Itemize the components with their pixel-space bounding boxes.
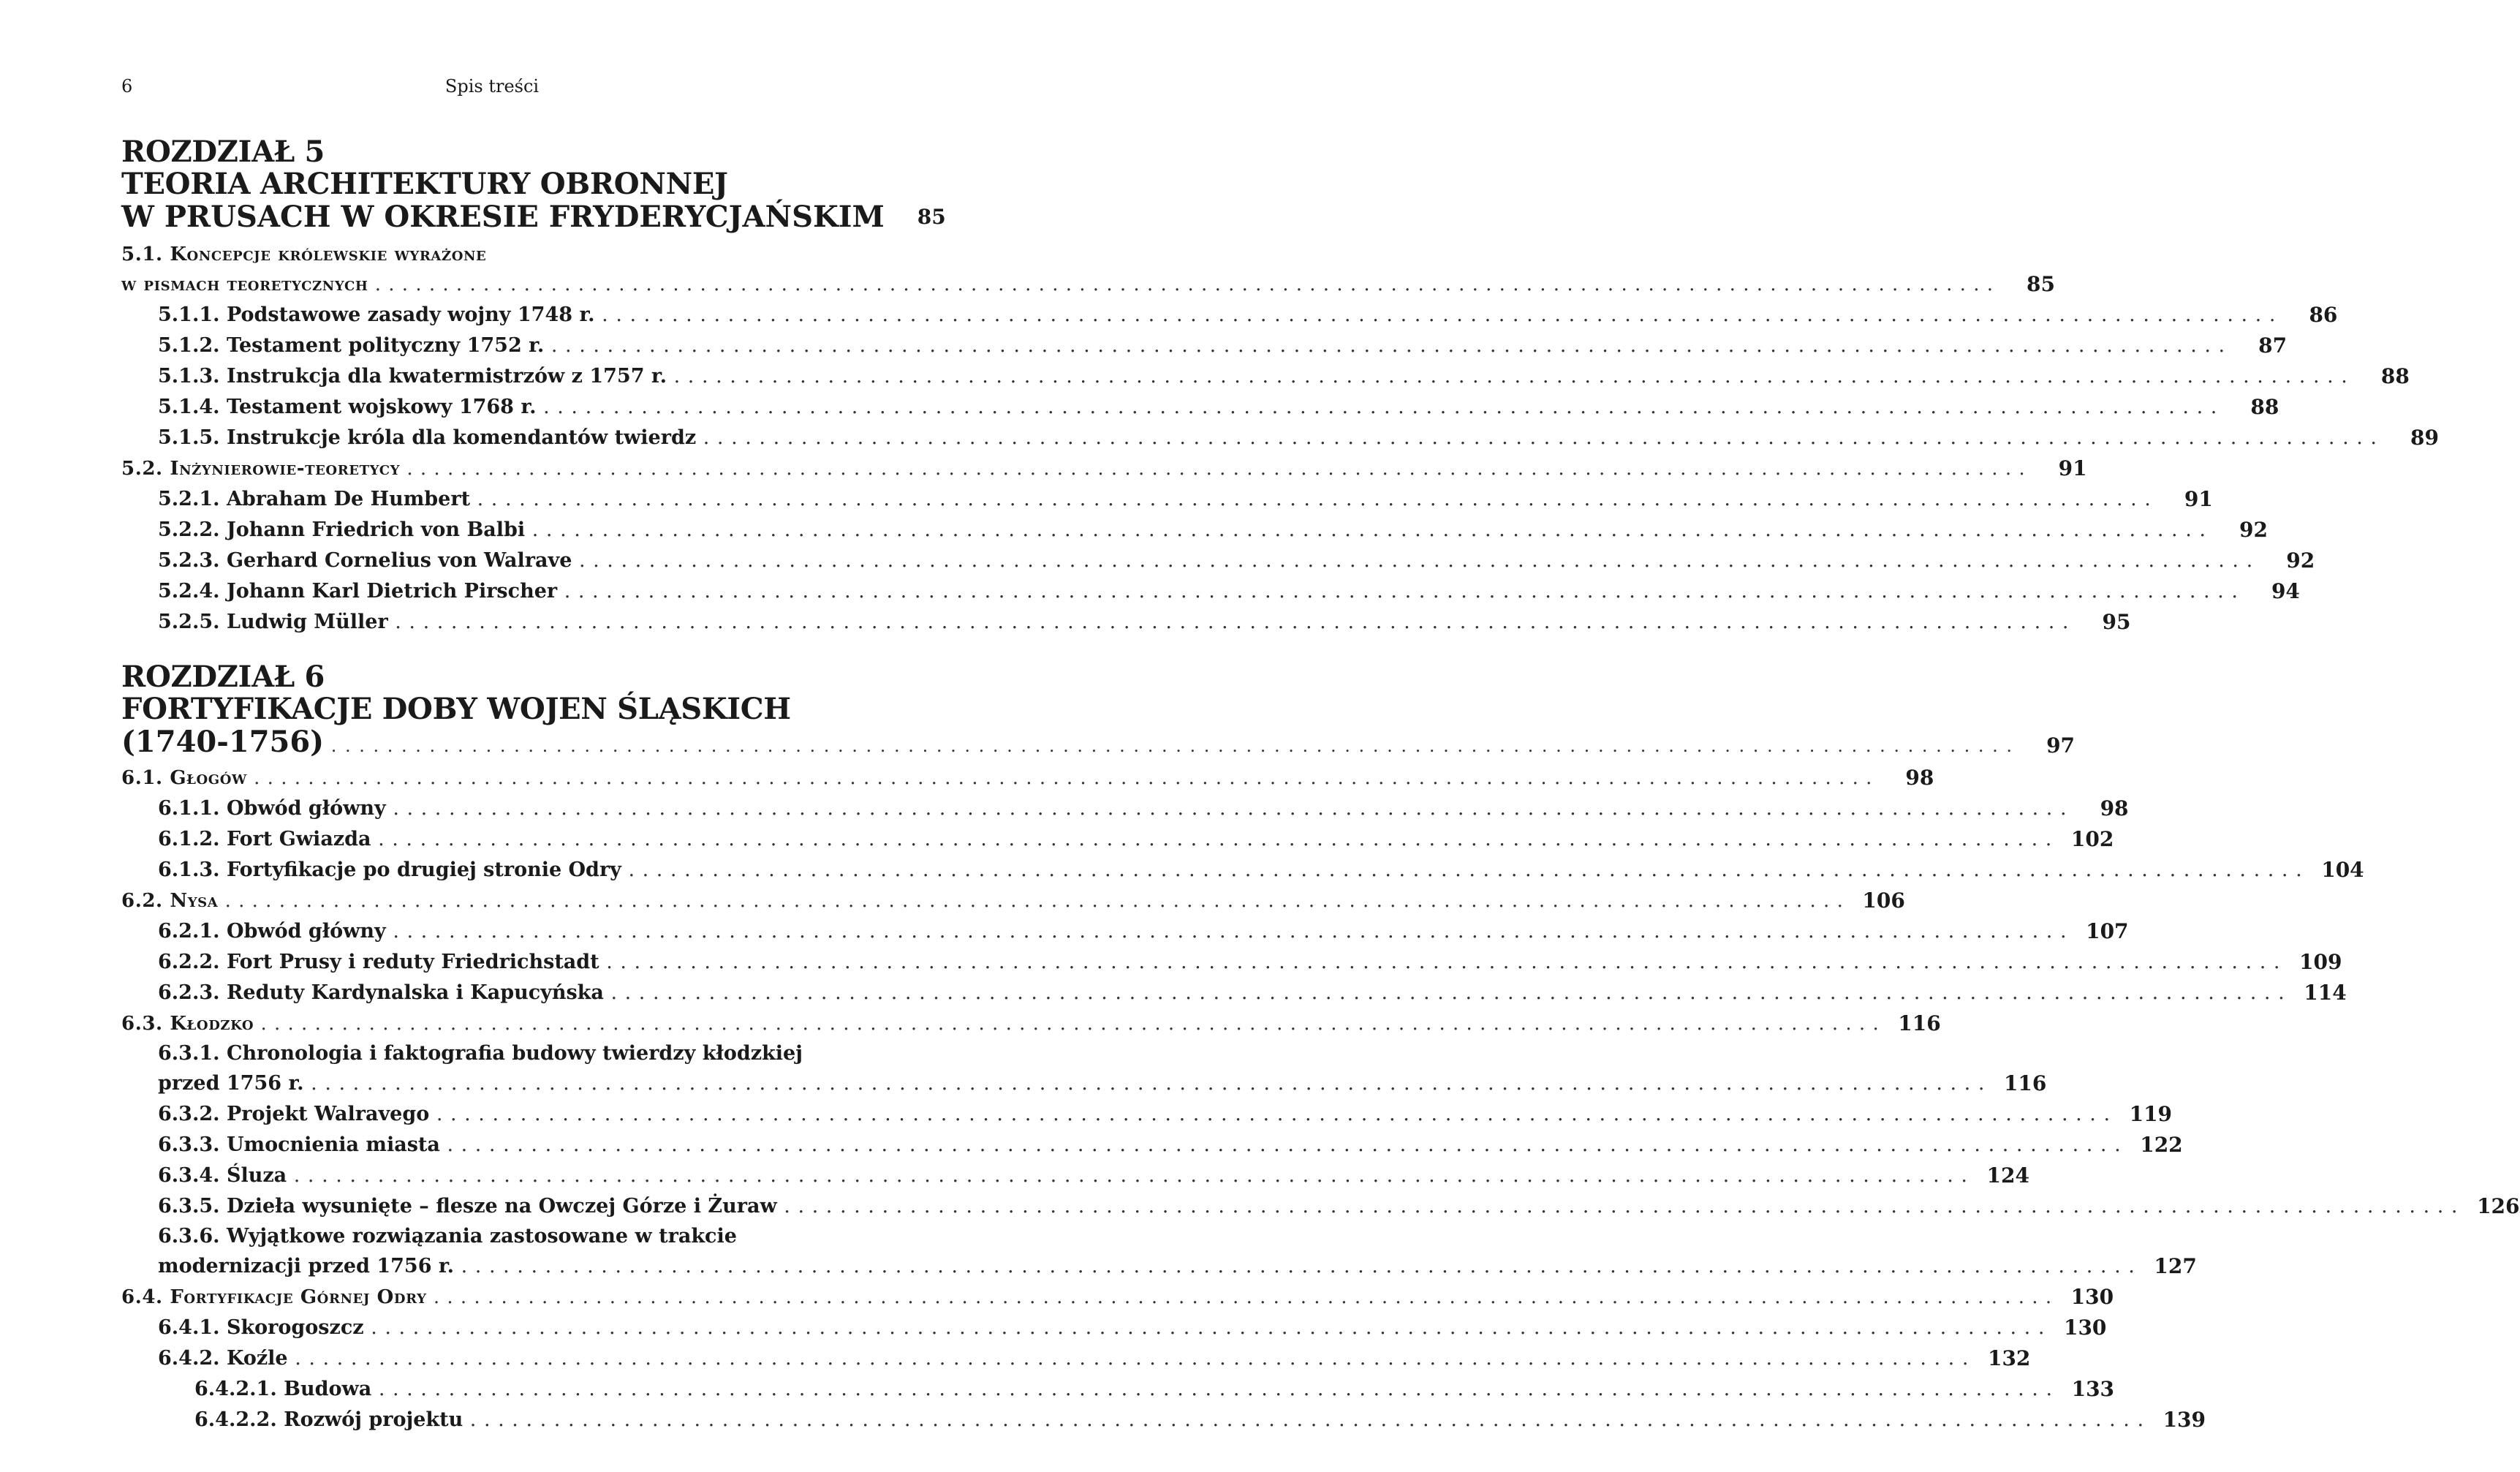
dot-leader: . . . . . . . . . . . . . . . . . . . . . . . . . . . . . . . . . . . . . . . . . . . . . . . . . . . . . . . . . . . . . . . . . . . . . . . . . . . . . . . . . . . . . . . . . . . . . . . . . . . . . . . . . . . . . . . . . . . . . . . . [463, 1408, 2145, 1431]
dot-leader: . . . . . . . . . . . . . . . . . . . . . . . . . . . . . . . . . . . . . . . . . . . . . . . . . . . . . . . . . . . . . . . . . . . . . . . . . . . . . . . . . . . . . . . . . . . . . . . . . . . . . . . . . . . . . . . . . . . . . . . . [776, 1195, 2459, 1218]
chapter-6-title-row [121, 725, 2076, 763]
toc-entry-5-2-4: 5.2.4. Johann Karl Dietrich Pirscher . . . . . . . . . . . . . . . . . . . . . . . . . . . . . . . . . . . . . . . . . . . . . . . . . . . . . . . . . . . . . . . . . . . . . . . . . . . . . . . . . . . . . . . . . . . . . . . . . . . . . . . . . . . . . . . . . . . . . . . . 94 [158, 579, 2300, 603]
chapter-6 [121, 660, 2520, 1435]
toc-entry-6-2: 6.2. Nysa . . . . . . . . . . . . . . . . . . . . . . . . . . . . . . . . . . . . . . . . . . . . . . . . . . . . . . . . . . . . . . . . . . . . . . . . . . . . . . . . . . . . . . . . . . . . . . . . . . . . . . . . . . . . . . . . . . . . . . . . 106 [121, 888, 1905, 913]
toc-entry-6-3-1-wrap: 6.3.1. Chronologia i faktografia budowy twierdzy kłodzkiej [158, 1042, 803, 1065]
toc-entry-6-2-1: 6.2.1. Obwód główny . . . . . . . . . . . . . . . . . . . . . . . . . . . . . . . . . . . . . . . . . . . . . . . . . . . . . . . . . . . . . . . . . . . . . . . . . . . . . . . . . . . . . . . . . . . . . . . . . . . . . . . . . . . . . . . . . . . . . . . . 107 [158, 919, 2129, 943]
toc-entry-6-1-3: 6.1.3. Fortyfikacje po drugiej stronie Odry . . . . . . . . . . . . . . . . . . . . . . . . . . . . . . . . . . . . . . . . . . . . . . . . . . . . . . . . . . . . . . . . . . . . . . . . . . . . . . . . . . . . . . . . . . . . . . . . . . . . . . . . . . . . . . . . . . . . . . . . 104 [158, 858, 2364, 882]
dot-leader: . . . . . . . . . . . . . . . . . . . . . . . . . . . . . . . . . . . . . . . . . . . . . . . . . . . . . . . . . . . . . . . . . . . . . . . . . . . . . . . . . . . . . . . . . . . . . . . . . . . . . . . . . . . . . . . . . . . . . . . . [439, 1133, 2122, 1156]
running-title: Spis treści [444, 76, 540, 97]
dot-leader: . . . . . . . . . . . . . . . . . . . . . . . . . . . . . . . . . . . . . . . . . . . . . . . . . . . . . . . . . . . . . . . . . . . . . . . . . . . . . . . . . . . . . . . . . . . . . . . . . . . . . . . . . . . . . . . . . . . . . . . . [544, 334, 2226, 357]
dot-leader: . . . . . . . . . . . . . . . . . . . . . . . . . . . . . . . . . . . . . . . . . . . . . . . . . . . . . . . . . . . . . . . . . . . . . . . . . . . . . . . . . . . . . . . . . . . . . . . . . . . . . . . . . . . . . . . . . . . . . . . . [572, 549, 2254, 572]
toc-entry-5-2: 5.2. Inżynierowie-teoretycy . . . . . . . . . . . . . . . . . . . . . . . . . . . . . . . . . . . . . . . . . . . . . . . . . . . . . . . . . . . . . . . . . . . . . . . . . . . . . . . . . . . . . . . . . . . . . . . . . . . . . . . . . . . . . . . . . . . . . . . . 91 [121, 456, 2087, 480]
chapter-5-page: 85 [917, 205, 946, 229]
chapter-6-label: ROZDZIAŁ 6 [121, 660, 325, 694]
toc-entry-6-4-2-1: 6.4.2.1. Budowa . . . . . . . . . . . . . . . . . . . . . . . . . . . . . . . . . . . . . . . . . . . . . . . . . . . . . . . . . . . . . . . . . . . . . . . . . . . . . . . . . . . . . . . . . . . . . . . . . . . . . . . . . . . . . . . . . . . . . . . . 133 [194, 1377, 2115, 1401]
dot-leader: . . . . . . . . . . . . . . . . . . . . . . . . . . . . . . . . . . . . . . . . . . . . . . . . . . . . . . . . . . . . . . . . . . . . . . . . . . . . . . . . . . . . . . . . . . . . . . . . . . . . . . . . . . . . . . . . . . . . . . . . [324, 736, 2014, 756]
dot-leader: . . . . . . . . . . . . . . . . . . . . . . . . . . . . . . . . . . . . . . . . . . . . . . . . . . . . . . . . . . . . . . . . . . . . . . . . . . . . . . . . . . . . . . . . . . . . . . . . . . . . . . . . . . . . . . . . . . . . . . . . [254, 1013, 1880, 1035]
toc-entry-6-4-2-2: 6.4.2.2. Rozwój projektu . . . . . . . . . . . . . . . . . . . . . . . . . . . . . . . . . . . . . . . . . . . . . . . . . . . . . . . . . . . . . . . . . . . . . . . . . . . . . . . . . . . . . . . . . . . . . . . . . . . . . . . . . . . . . . . . . . . . . . . . 139 [194, 1408, 2206, 1432]
toc-entry-6-4-1: 6.4.1. Skorogoszcz . . . . . . . . . . . . . . . . . . . . . . . . . . . . . . . . . . . . . . . . . . . . . . . . . . . . . . . . . . . . . . . . . . . . . . . . . . . . . . . . . . . . . . . . . . . . . . . . . . . . . . . . . . . . . . . . . . . . . . . . 130 [158, 1316, 2107, 1340]
toc-entry-5-1-3: 5.1.3. Instrukcja dla kwatermistrzów z 1757 r. . . . . . . . . . . . . . . . . . . . . . . . . . . . . . . . . . . . . . . . . . . . . . . . . . . . . . . . . . . . . . . . . . . . . . . . . . . . . . . . . . . . . . . . . . . . . . . . . . . . . . . . . . . . . . . . . . . . . . . . . 88 [158, 364, 2410, 388]
toc-entry-6-3-6-wrap: 6.3.6. Wyjątkowe rozwiązania zastosowane w trakcie [158, 1225, 737, 1248]
chapter-6-title-line-1: FORTYFIKACJE DOBY WOJEN ŚLĄSKICH [121, 692, 791, 726]
toc-entry-6-1: 6.1. Głogów . . . . . . . . . . . . . . . . . . . . . . . . . . . . . . . . . . . . . . . . . . . . . . . . . . . . . . . . . . . . . . . . . . . . . . . . . . . . . . . . . . . . . . . . . . . . . . . . . . . . . . . . . . . . . . . . . . . . . . . . 98 [121, 766, 1934, 790]
dot-leader: . . . . . . . . . . . . . . . . . . . . . . . . . . . . . . . . . . . . . . . . . . . . . . . . . . . . . . . . . . . . . . . . . . . . . . . . . . . . . . . . . . . . . . . . . . . . . . . . . . . . . . . . . . . . . . . . . . . . . . . . [385, 797, 2067, 820]
toc-entry-6-3-3: 6.3.3. Umocnienia miasta . . . . . . . . . . . . . . . . . . . . . . . . . . . . . . . . . . . . . . . . . . . . . . . . . . . . . . . . . . . . . . . . . . . . . . . . . . . . . . . . . . . . . . . . . . . . . . . . . . . . . . . . . . . . . . . . . . . . . . . . 122 [158, 1133, 2183, 1157]
dot-leader: . . . . . . . . . . . . . . . . . . . . . . . . . . . . . . . . . . . . . . . . . . . . . . . . . . . . . . . . . . . . . . . . . . . . . . . . . . . . . . . . . . . . . . . . . . . . . . . . . . . . . . . . . . . . . . . . . . . . . . . . [287, 1164, 1968, 1187]
toc-entry-5-1-1: 5.1.1. Podstawowe zasady wojny 1748 r. . . . . . . . . . . . . . . . . . . . . . . . . . . . . . . . . . . . . . . . . . . . . . . . . . . . . . . . . . . . . . . . . . . . . . . . . . . . . . . . . . . . . . . . . . . . . . . . . . . . . . . . . . . . . . . . . . . . . . . . . 86 [158, 303, 2338, 327]
toc-entry-6-4-2: 6.4.2. Koźle . . . . . . . . . . . . . . . . . . . . . . . . . . . . . . . . . . . . . . . . . . . . . . . . . . . . . . . . . . . . . . . . . . . . . . . . . . . . . . . . . . . . . . . . . . . . . . . . . . . . . . . . . . . . . . . . . . . . . . . . 132 [158, 1346, 2031, 1370]
toc-entry-6-3-1: przed 1756 r. . . . . . . . . . . . . . . . . . . . . . . . . . . . . . . . . . . . . . . . . . . . . . . . . . . . . . . . . . . . . . . . . . . . . . . . . . . . . . . . . . . . . . . . . . . . . . . . . . . . . . . . . . . . . . . . . . . . . . . . . 116 [158, 1071, 2047, 1095]
dot-leader: . . . . . . . . . . . . . . . . . . . . . . . . . . . . . . . . . . . . . . . . . . . . . . . . . . . . . . . . . . . . . . . . . . . . . . . . . . . . . . . . . . . . . . . . . . . . . . . . . . . . . . . . . . . . . . . . . . . . . . . . [385, 920, 2067, 943]
chapter-5-label: ROZDZIAŁ 5 [121, 135, 325, 169]
dot-leader: . . . . . . . . . . . . . . . . . . . . . . . . . . . . . . . . . . . . . . . . . . . . . . . . . . . . . . . . . . . . . . . . . . . . . . . . . . . . . . . . . . . . . . . . . . . . . . . . . . . . . . . . . . . . . . . . . . . . . . . . [594, 303, 2277, 326]
dot-leader: . . . . . . . . . . . . . . . . . . . . . . . . . . . . . . . . . . . . . . . . . . . . . . . . . . . . . . . . . . . . . . . . . . . . . . . . . . . . . . . . . . . . . . . . . . . . . . . . . . . . . . . . . . . . . . . . . . . . . . . . [426, 1286, 2053, 1308]
chapter-5-title-line-2: W PRUSACH W OKRESIE FRYDERYCJAŃSKIM [121, 200, 885, 234]
toc-entry-5-1-5: 5.1.5. Instrukcje króla dla komendantów twierdz . . . . . . . . . . . . . . . . . . . . . . . . . . . . . . . . . . . . . . . . . . . . . . . . . . . . . . . . . . . . . . . . . . . . . . . . . . . . . . . . . . . . . . . . . . . . . . . . . . . . . . . . . . . . . . . . . . . . . . . . 89 [158, 426, 2439, 450]
dot-leader: . . . . . . . . . . . . . . . . . . . . . . . . . . . . . . . . . . . . . . . . . . . . . . . . . . . . . . . . . . . . . . . . . . . . . . . . . . . . . . . . . . . . . . . . . . . . . . . . . . . . . . . . . . . . . . . . . . . . . . . . [246, 767, 1873, 789]
dot-leader: . . . . . . . . . . . . . . . . . . . . . . . . . . . . . . . . . . . . . . . . . . . . . . . . . . . . . . . . . . . . . . . . . . . . . . . . . . . . . . . . . . . . . . . . . . . . . . . . . . . . . . . . . . . . . . . . . . . . . . . . [387, 611, 2070, 633]
chapter-5 [121, 135, 2439, 638]
toc-entry-6-3: 6.3. Kłodzko . . . . . . . . . . . . . . . . . . . . . . . . . . . . . . . . . . . . . . . . . . . . . . . . . . . . . . . . . . . . . . . . . . . . . . . . . . . . . . . . . . . . . . . . . . . . . . . . . . . . . . . . . . . . . . . . . . . . . . . . 116 [121, 1011, 1941, 1035]
toc-entry-5-2-1: 5.2.1. Abraham De Humbert . . . . . . . . . . . . . . . . . . . . . . . . . . . . . . . . . . . . . . . . . . . . . . . . . . . . . . . . . . . . . . . . . . . . . . . . . . . . . . . . . . . . . . . . . . . . . . . . . . . . . . . . . . . . . . . . . . . . . . . . 91 [158, 487, 2213, 511]
page-number: 6 [121, 76, 133, 97]
chapter-5-title-line-1: TEORIA ARCHITEKTURY OBRONNEJ [121, 167, 728, 201]
table-of-contents [121, 135, 2520, 1453]
toc-entry-6-1-2: 6.1.2. Fort Gwiazda . . . . . . . . . . . . . . . . . . . . . . . . . . . . . . . . . . . . . . . . . . . . . . . . . . . . . . . . . . . . . . . . . . . . . . . . . . . . . . . . . . . . . . . . . . . . . . . . . . . . . . . . . . . . . . . . . . . . . . . . 102 [158, 827, 2114, 851]
toc-entry-6-3-2: 6.3.2. Projekt Walravego . . . . . . . . . . . . . . . . . . . . . . . . . . . . . . . . . . . . . . . . . . . . . . . . . . . . . . . . . . . . . . . . . . . . . . . . . . . . . . . . . . . . . . . . . . . . . . . . . . . . . . . . . . . . . . . . . . . . . . . . 119 [158, 1102, 2173, 1126]
toc-entry-5-1-4: 5.1.4. Testament wojskowy 1768 r. . . . . . . . . . . . . . . . . . . . . . . . . . . . . . . . . . . . . . . . . . . . . . . . . . . . . . . . . . . . . . . . . . . . . . . . . . . . . . . . . . . . . . . . . . . . . . . . . . . . . . . . . . . . . . . . . . . . . . . . . 88 [158, 395, 2279, 419]
dot-leader: . . . . . . . . . . . . . . . . . . . . . . . . . . . . . . . . . . . . . . . . . . . . . . . . . . . . . . . . . . . . . . . . . . . . . . . . . . . . . . . . . . . . . . . . . . . . . . . . . . . . . . . . . . . . . . . . . . . . . . . . [667, 365, 2348, 388]
chapter-6-title-line-2: (1740-1756) [121, 725, 325, 759]
toc-entry-5-2-5: 5.2.5. Ludwig Müller . . . . . . . . . . . . . . . . . . . . . . . . . . . . . . . . . . . . . . . . . . . . . . . . . . . . . . . . . . . . . . . . . . . . . . . . . . . . . . . . . . . . . . . . . . . . . . . . . . . . . . . . . . . . . . . . . . . . . . . . 95 [158, 610, 2131, 634]
dot-leader: . . . . . . . . . . . . . . . . . . . . . . . . . . . . . . . . . . . . . . . . . . . . . . . . . . . . . . . . . . . . . . . . . . . . . . . . . . . . . . . . . . . . . . . . . . . . . . . . . . . . . . . . . . . . . . . . . . . . . . . . [363, 1316, 2046, 1339]
toc-entry-6-4: 6.4. Fortyfikacje Górnej Odry . . . . . . . . . . . . . . . . . . . . . . . . . . . . . . . . . . . . . . . . . . . . . . . . . . . . . . . . . . . . . . . . . . . . . . . . . . . . . . . . . . . . . . . . . . . . . . . . . . . . . . . . . . . . . . . . . . . . . . . . 130 [121, 1285, 2114, 1309]
toc-entry-5-1: w pismach teoretycznych . . . . . . . . . . . . . . . . . . . . . . . . . . . . . . . . . . . . . . . . . . . . . . . . . . . . . . . . . . . . . . . . . . . . . . . . . . . . . . . . . . . . . . . . . . . . . . . . . . . . . . . . . . . . . . . . . . . . . . . . 85 [121, 272, 2055, 296]
toc-entry-5-2-3: 5.2.3. Gerhard Cornelius von Walrave . . . . . . . . . . . . . . . . . . . . . . . . . . . . . . . . . . . . . . . . . . . . . . . . . . . . . . . . . . . . . . . . . . . . . . . . . . . . . . . . . . . . . . . . . . . . . . . . . . . . . . . . . . . . . . . . . . . . . . . . 92 [158, 548, 2315, 573]
toc-entry-6-3-6: modernizacji przed 1756 r. . . . . . . . . . . . . . . . . . . . . . . . . . . . . . . . . . . . . . . . . . . . . . . . . . . . . . . . . . . . . . . . . . . . . . . . . . . . . . . . . . . . . . . . . . . . . . . . . . . . . . . . . . . . . . . . . . . . . . . . . 127 [158, 1254, 2197, 1278]
dot-leader: . . . . . . . . . . . . . . . . . . . . . . . . . . . . . . . . . . . . . . . . . . . . . . . . . . . . . . . . . . . . . . . . . . . . . . . . . . . . . . . . . . . . . . . . . . . . . . . . . . . . . . . . . . . . . . . . . . . . . . . . [536, 396, 2218, 418]
dot-leader: . . . . . . . . . . . . . . . . . . . . . . . . . . . . . . . . . . . . . . . . . . . . . . . . . . . . . . . . . . . . . . . . . . . . . . . . . . . . . . . . . . . . . . . . . . . . . . . . . . . . . . . . . . . . . . . . . . . . . . . . [454, 1255, 2135, 1277]
toc-entry-6-1-1: 6.1.1. Obwód główny . . . . . . . . . . . . . . . . . . . . . . . . . . . . . . . . . . . . . . . . . . . . . . . . . . . . . . . . . . . . . . . . . . . . . . . . . . . . . . . . . . . . . . . . . . . . . . . . . . . . . . . . . . . . . . . . . . . . . . . . 98 [158, 796, 2129, 820]
toc-entry-6-2-2: 6.2.2. Fort Prusy i reduty Friedrichstadt . . . . . . . . . . . . . . . . . . . . . . . . . . . . . . . . . . . . . . . . . . . . . . . . . . . . . . . . . . . . . . . . . . . . . . . . . . . . . . . . . . . . . . . . . . . . . . . . . . . . . . . . . . . . . . . . . . . . . . . . 109 [158, 950, 2342, 974]
dot-leader: . . . . . . . . . . . . . . . . . . . . . . . . . . . . . . . . . . . . . . . . . . . . . . . . . . . . . . . . . . . . . . . . . . . . . . . . . . . . . . . . . . . . . . . . . . . . . . . . . . . . . . . . . . . . . . . . . . . . . . . . [621, 858, 2303, 881]
dot-leader: . . . . . . . . . . . . . . . . . . . . . . . . . . . . . . . . . . . . . . . . . . . . . . . . . . . . . . . . . . . . . . . . . . . . . . . . . . . . . . . . . . . . . . . . . . . . . . . . . . . . . . . . . . . . . . . . . . . . . . . . [696, 426, 2377, 449]
dot-leader: . . . . . . . . . . . . . . . . . . . . . . . . . . . . . . . . . . . . . . . . . . . . . . . . . . . . . . . . . . . . . . . . . . . . . . . . . . . . . . . . . . . . . . . . . . . . . . . . . . . . . . . . . . . . . . . . . . . . . . . . [368, 273, 1994, 295]
toc-entry-5-1-2: 5.1.2. Testament polityczny 1752 r. . . . . . . . . . . . . . . . . . . . . . . . . . . . . . . . . . . . . . . . . . . . . . . . . . . . . . . . . . . . . . . . . . . . . . . . . . . . . . . . . . . . . . . . . . . . . . . . . . . . . . . . . . . . . . . . . . . . . . . . . 87 [158, 333, 2288, 358]
dot-leader: . . . . . . . . . . . . . . . . . . . . . . . . . . . . . . . . . . . . . . . . . . . . . . . . . . . . . . . . . . . . . . . . . . . . . . . . . . . . . . . . . . . . . . . . . . . . . . . . . . . . . . . . . . . . . . . . . . . . . . . . [470, 488, 2152, 510]
dot-leader: . . . . . . . . . . . . . . . . . . . . . . . . . . . . . . . . . . . . . . . . . . . . . . . . . . . . . . . . . . . . . . . . . . . . . . . . . . . . . . . . . . . . . . . . . . . . . . . . . . . . . . . . . . . . . . . . . . . . . . . . [371, 1378, 2054, 1400]
toc-entry-5-2-2: 5.2.2. Johann Friedrich von Balbi . . . . . . . . . . . . . . . . . . . . . . . . . . . . . . . . . . . . . . . . . . . . . . . . . . . . . . . . . . . . . . . . . . . . . . . . . . . . . . . . . . . . . . . . . . . . . . . . . . . . . . . . . . . . . . . . . . . . . . . . 92 [158, 518, 2268, 542]
toc-entry-6-3-4: 6.3.4. Śluza . . . . . . . . . . . . . . . . . . . . . . . . . . . . . . . . . . . . . . . . . . . . . . . . . . . . . . . . . . . . . . . . . . . . . . . . . . . . . . . . . . . . . . . . . . . . . . . . . . . . . . . . . . . . . . . . . . . . . . . . 124 [158, 1163, 2029, 1188]
dot-leader: . . . . . . . . . . . . . . . . . . . . . . . . . . . . . . . . . . . . . . . . . . . . . . . . . . . . . . . . . . . . . . . . . . . . . . . . . . . . . . . . . . . . . . . . . . . . . . . . . . . . . . . . . . . . . . . . . . . . . . . . [371, 828, 2053, 850]
running-header [121, 76, 863, 105]
toc-entry-6-3-5: 6.3.5. Dzieła wysunięte – flesze na Owczej Górze i Żuraw . . . . . . . . . . . . . . . . . . . . . . . . . . . . . . . . . . . . . . . . . . . . . . . . . . . . . . . . . . . . . . . . . . . . . . . . . . . . . . . . . . . . . . . . . . . . . . . . . . . . . . . . . . . . . . . . . . . . . . . . 126 [158, 1194, 2520, 1218]
dot-leader: . . . . . . . . . . . . . . . . . . . . . . . . . . . . . . . . . . . . . . . . . . . . . . . . . . . . . . . . . . . . . . . . . . . . . . . . . . . . . . . . . . . . . . . . . . . . . . . . . . . . . . . . . . . . . . . . . . . . . . . . [287, 1347, 1970, 1370]
dot-leader: . . . . . . . . . . . . . . . . . . . . . . . . . . . . . . . . . . . . . . . . . . . . . . . . . . . . . . . . . . . . . . . . . . . . . . . . . . . . . . . . . . . . . . . . . . . . . . . . . . . . . . . . . . . . . . . . . . . . . . . . [400, 458, 2026, 480]
dot-leader: . . . . . . . . . . . . . . . . . . . . . . . . . . . . . . . . . . . . . . . . . . . . . . . . . . . . . . . . . . . . . . . . . . . . . . . . . . . . . . . . . . . . . . . . . . . . . . . . . . . . . . . . . . . . . . . . . . . . . . . . [303, 1072, 1986, 1095]
dot-leader: . . . . . . . . . . . . . . . . . . . . . . . . . . . . . . . . . . . . . . . . . . . . . . . . . . . . . . . . . . . . . . . . . . . . . . . . . . . . . . . . . . . . . . . . . . . . . . . . . . . . . . . . . . . . . . . . . . . . . . . . [429, 1103, 2111, 1125]
dot-leader: . . . . . . . . . . . . . . . . . . . . . . . . . . . . . . . . . . . . . . . . . . . . . . . . . . . . . . . . . . . . . . . . . . . . . . . . . . . . . . . . . . . . . . . . . . . . . . . . . . . . . . . . . . . . . . . . . . . . . . . . [557, 580, 2239, 603]
dot-leader: . . . . . . . . . . . . . . . . . . . . . . . . . . . . . . . . . . . . . . . . . . . . . . . . . . . . . . . . . . . . . . . . . . . . . . . . . . . . . . . . . . . . . . . . . . . . . . . . . . . . . . . . . . . . . . . . . . . . . . . . [525, 518, 2206, 541]
toc-entry-6-2-3: 6.2.3. Reduty Kardynalska i Kapucyńska . . . . . . . . . . . . . . . . . . . . . . . . . . . . . . . . . . . . . . . . . . . . . . . . . . . . . . . . . . . . . . . . . . . . . . . . . . . . . . . . . . . . . . . . . . . . . . . . . . . . . . . . . . . . . . . . . . . . . . . . 114 [158, 981, 2347, 1005]
dot-leader: . . . . . . . . . . . . . . . . . . . . . . . . . . . . . . . . . . . . . . . . . . . . . . . . . . . . . . . . . . . . . . . . . . . . . . . . . . . . . . . . . . . . . . . . . . . . . . . . . . . . . . . . . . . . . . . . . . . . . . . . [599, 951, 2281, 973]
toc-entry-5-1-wrap: 5.1. Koncepcje królewskie wyrażone [121, 244, 487, 265]
chapter-6-page: 97 [2046, 733, 2076, 758]
dot-leader: . . . . . . . . . . . . . . . . . . . . . . . . . . . . . . . . . . . . . . . . . . . . . . . . . . . . . . . . . . . . . . . . . . . . . . . . . . . . . . . . . . . . . . . . . . . . . . . . . . . . . . . . . . . . . . . . . . . . . . . . [218, 890, 1844, 912]
dot-leader: . . . . . . . . . . . . . . . . . . . . . . . . . . . . . . . . . . . . . . . . . . . . . . . . . . . . . . . . . . . . . . . . . . . . . . . . . . . . . . . . . . . . . . . . . . . . . . . . . . . . . . . . . . . . . . . . . . . . . . . . [603, 981, 2285, 1004]
chapter-5-title-row [121, 200, 946, 234]
